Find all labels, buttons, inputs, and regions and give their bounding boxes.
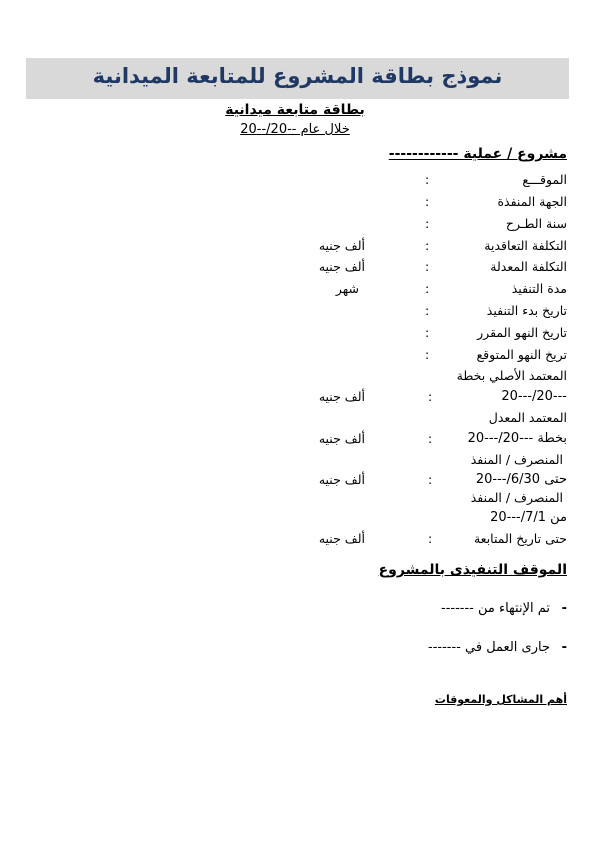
field-colon: :	[428, 531, 433, 546]
list-bullet: -	[561, 601, 567, 616]
field-label-executing-entity: الجهة المنفذة	[497, 194, 567, 209]
field-value-duration: شهر	[335, 281, 359, 296]
field-colon: :	[425, 347, 430, 362]
field-value-contract-cost: ألف جنيه	[318, 238, 365, 253]
field-value-spent-from-july: ألف جنيه	[318, 531, 365, 546]
list-bullet: -	[561, 640, 567, 655]
field-label-original-plan-year: ---20/---20	[501, 389, 567, 404]
problems-heading: أهم المشاكل والمعوقات	[434, 693, 567, 706]
field-value-spent-to-june: ألف جنيه	[318, 472, 365, 487]
field-label-location: الموقـــع	[522, 172, 567, 187]
field-colon: :	[425, 172, 430, 187]
field-label-start-date: تاريخ بدء التنفيذ	[486, 303, 567, 318]
field-label-until-june-date: حتى 6/30/---20	[475, 472, 567, 487]
execution-status-heading: الموقف التنفيذى بالمشروع	[378, 562, 567, 578]
period-line: خلال عام --20/--20	[240, 122, 350, 137]
field-label-planned-end: تاريخ النهو المقرر	[477, 325, 567, 340]
page-title: نموذج بطاقة المشروع للمتابعة الميدانية	[92, 64, 503, 88]
field-value-original-budget: ألف جنيه	[318, 389, 365, 404]
field-value-adjusted-cost: ألف جنيه	[318, 259, 365, 274]
status-item-completed: تم الإنتهاء من -------	[441, 601, 550, 616]
field-label-duration: مدة التنفيذ	[511, 281, 567, 296]
field-label-adjusted-plan-year: بخطة ---20/---20	[467, 431, 567, 446]
field-value-adjusted-budget: ألف جنيه	[318, 431, 365, 446]
field-colon: :	[425, 303, 430, 318]
field-label-until-followup: حتى تاريخ المتابعة	[473, 531, 567, 546]
field-label-spent-from-july: المنصرف / المنفذ	[470, 490, 563, 505]
field-colon: :	[425, 194, 430, 209]
field-label-contract-cost: التكلفة التعاقدية	[484, 238, 567, 253]
field-label-from-july-date: من 7/1/---20	[490, 510, 567, 525]
field-colon: :	[428, 431, 433, 446]
field-colon: :	[428, 389, 433, 404]
field-colon: :	[425, 259, 430, 274]
field-colon: :	[425, 325, 430, 340]
field-colon: :	[425, 281, 430, 296]
field-label-original-budget: المعتمد الأصلي بخطة	[456, 368, 567, 383]
card-subtitle: بطاقة متابعة ميدانية	[225, 102, 365, 118]
field-label-adjusted-budget: المعتمد المعدل	[488, 410, 567, 425]
field-label-tender-year: سنة الطـرح	[505, 216, 567, 231]
field-label-adjusted-cost: التكلفة المعدلة	[490, 259, 567, 274]
status-item-in-progress: جارى العمل في -------	[428, 640, 550, 655]
field-label-spent-to-june: المنصرف / المنفذ	[470, 452, 563, 467]
field-colon: :	[425, 238, 430, 253]
field-colon: :	[428, 472, 433, 487]
project-heading: مشروع / عملية ------------	[388, 146, 567, 162]
field-colon: :	[425, 216, 430, 231]
field-label-expected-end: تريخ النهو المتوقع	[476, 347, 567, 362]
